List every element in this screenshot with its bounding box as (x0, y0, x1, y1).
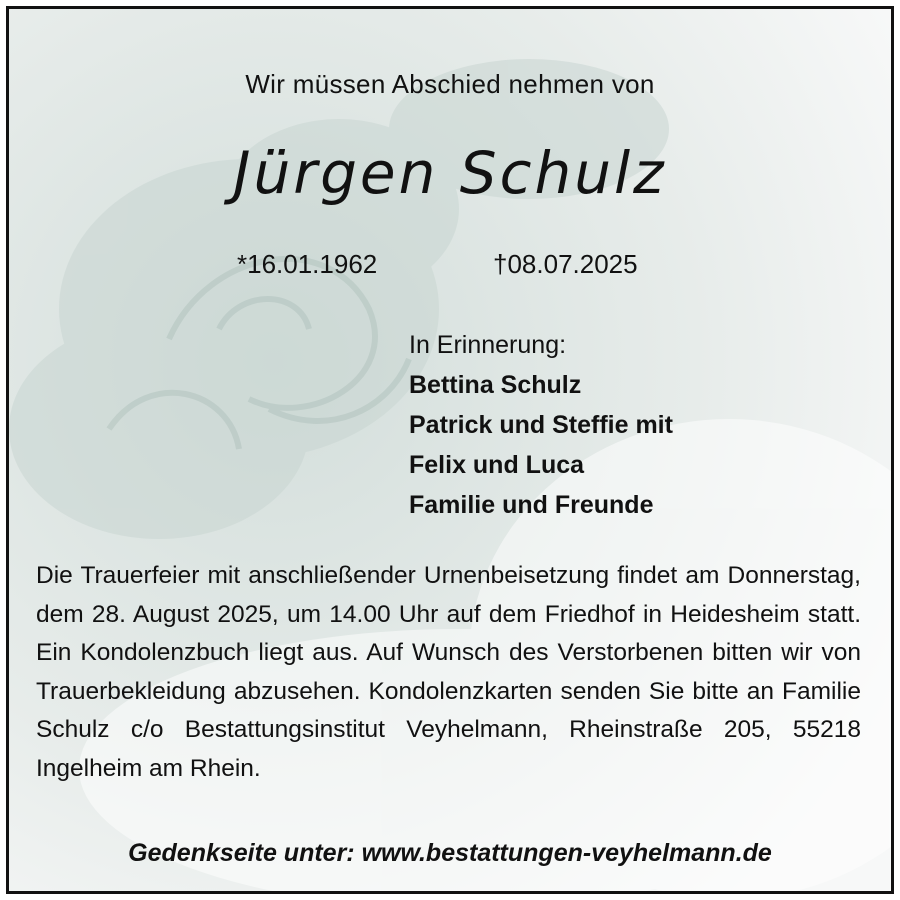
death-date: †08.07.2025 (493, 249, 638, 279)
mourner-name: Felix und Luca (409, 451, 585, 479)
mourner-name: Bettina Schulz (409, 371, 582, 399)
mourner-name: Patrick und Steffie mit (409, 411, 673, 439)
obituary-card (6, 6, 894, 894)
mourner-name: Familie und Freunde (409, 491, 654, 519)
funeral-details-paragraph: Die Trauerfeier mit anschließender Urnenbeisetzung findet am Donnerstag, dem 28. August 2025, um 14.00 Uhr auf dem Friedhof in Heidesheim statt. Ein Kondolenzbuch liegt aus. Auf Wunsch des Verstorbenen bitten wir von Trauerbekleidung abzusehen. Kondolenzkarten senden Sie bitte an Familie Schulz c/o Bestattungsinstitut Veyhelmann, Rheinstraße 205, 55218 Ingelheim am Rhein. (36, 562, 861, 782)
deceased-name: Jürgen Schulz (233, 139, 667, 207)
intro-text: Wir müssen Abschied nehmen von (245, 69, 655, 99)
mourners-block (409, 325, 673, 525)
memory-label: In Erinnerung: (409, 331, 567, 359)
birth-date: *16.01.1962 (237, 249, 378, 279)
memorial-page-link[interactable]: Gedenkseite unter: www.bestattungen-veyhelmann.de (128, 839, 772, 867)
